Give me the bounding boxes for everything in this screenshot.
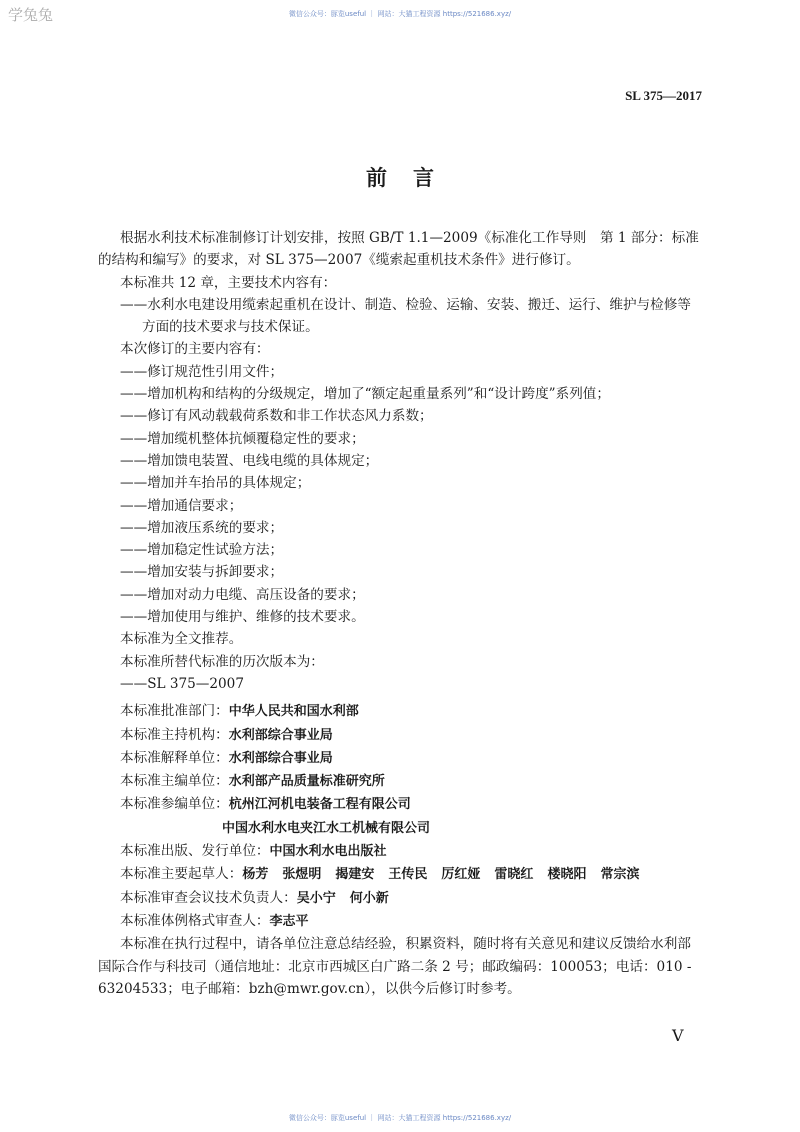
value: 水利部综合事业局 (228, 750, 333, 766)
value: 水利部综合事业局 (228, 727, 333, 743)
paragraph-line: 本标准所替代标准的历次版本为： (120, 653, 324, 670)
drafter-name: 雷晓红 (494, 867, 534, 883)
paragraph-line: 63204533；电子邮箱：bzh@mwr.gov.cn），以供今后修订时参考。 (98, 980, 521, 997)
document-body (98, 227, 704, 1000)
label: 本标准解释单位： (120, 749, 229, 766)
list-item: ——增加对动力电缆、高压设备的要求； (120, 586, 365, 603)
drafter-name: 常宗滨 (600, 867, 640, 883)
info-approver (98, 700, 704, 723)
paragraph-line: 国际合作与科技司（通信地址：北京市西城区白广路二条 2 号；邮政编码：100053；电话：010 - (98, 958, 692, 975)
list-item: ——增加液压系统的要求； (120, 519, 284, 536)
drafter-name: 厉红娅 (441, 867, 481, 883)
value: 中国水利水电夹江水工机械有限公司 (222, 820, 431, 836)
list-item: ——增加安装与拆卸要求； (120, 564, 284, 581)
info-format-reviewer (98, 910, 704, 933)
standard-number: SL 375—2017 (625, 88, 702, 103)
watermark-logo: 学兔兔 (8, 6, 54, 24)
page-title: 前言 (366, 165, 460, 190)
label: 本标准体例格式审查人： (120, 912, 270, 929)
watermark-bottom: 微信公众号：豚览useful ｜ 网站：大猫工程资源 https://521686.xyz/ (288, 1114, 512, 1122)
drafter-name: 王传民 (388, 867, 428, 883)
value: 中国水利水电出版社 (269, 844, 387, 860)
value: 水利部产品质量标准研究所 (228, 774, 385, 790)
list-item: ——增加并车抬吊的具体规定； (120, 475, 311, 492)
list-item: ——增加通信要求； (120, 497, 243, 514)
list-item: ——增加机构和结构的分级规定，增加了“额定起重量系列”和“设计跨度”系列值； (120, 386, 610, 403)
list-item: ——修订规范性引用文件； (120, 363, 284, 380)
reviewer-name: 何小新 (349, 890, 389, 906)
paragraph-line: 本标准在执行过程中，请各单位注意总结经验，积累资料，随时将有关意见和建议反馈给水利部 (120, 936, 691, 953)
drafter-name: 楼晓阳 (547, 867, 587, 883)
value: 中华人民共和国水利部 (228, 704, 359, 720)
paragraph-line: 本标准为全文推荐。 (120, 631, 243, 648)
drafter-name: 揭建安 (335, 867, 375, 883)
value: 杭州江河机电装备工程有限公司 (228, 797, 411, 813)
label: 本标准主编单位： (120, 773, 229, 790)
info-participant-2 (98, 817, 704, 840)
info-reviewers (98, 887, 704, 910)
list-item: ——增加稳定性试验方法； (120, 542, 284, 559)
list-item: ——水利水电建设用缆索起重机在设计、制造、检验、运输、安装、搬迁、运行、维护与检修等 (120, 296, 691, 313)
info-chief-editor (98, 770, 704, 793)
info-drafters (98, 863, 704, 886)
list-item: ——增加使用与维护、维修的技术要求。 (120, 609, 365, 626)
info-publisher (98, 840, 704, 863)
info-interpreter (98, 747, 704, 770)
info-host (98, 724, 704, 747)
list-item: ——修订有风动载载荷系数和非工作状态风力系数； (120, 408, 433, 425)
paragraph-line: 本次修订的主要内容有： (120, 341, 270, 358)
paragraph-line: 本标准共 12 章，主要技术内容有： (120, 274, 337, 291)
label: 本标准批准部门： (120, 703, 229, 720)
paragraph-line: 的结构和编写》的要求，对 SL 375—2007《缆索起重机技术条件》进行修订。 (98, 252, 580, 269)
label: 本标准出版、发行单位： (120, 843, 270, 860)
page-number: V (672, 1026, 684, 1045)
paragraph-line: 根据水利技术标准制修订计划安排，按照 GB/T 1.1—2009《标准化工作导则 第 1 部分：标准 (120, 230, 699, 246)
label: 本标准参编单位： (120, 796, 229, 813)
list-item-continuation: 方面的技术要求与技术保证。 (142, 319, 319, 336)
drafter-name: 张煜明 (282, 867, 322, 883)
label: 本标准主要起草人： (120, 866, 243, 883)
reviewer-name: 吴小宁 (296, 890, 336, 906)
value: 李志平 (269, 913, 309, 929)
drafter-name: 杨芳 (242, 867, 269, 883)
label: 本标准主持机构： (120, 726, 229, 743)
list-item: ——增加馈电装置、电线电缆的具体规定； (120, 452, 379, 469)
info-participants (98, 793, 704, 816)
watermark-top: 微信公众号：豚览useful ｜ 网站：大猫工程资源 https://521686.xyz/ (288, 10, 512, 18)
label: 本标准审查会议技术负责人： (120, 889, 297, 906)
list-item: ——SL 375—2007 (120, 675, 244, 692)
list-item: ——增加缆机整体抗倾覆稳定性的要求； (120, 430, 365, 447)
